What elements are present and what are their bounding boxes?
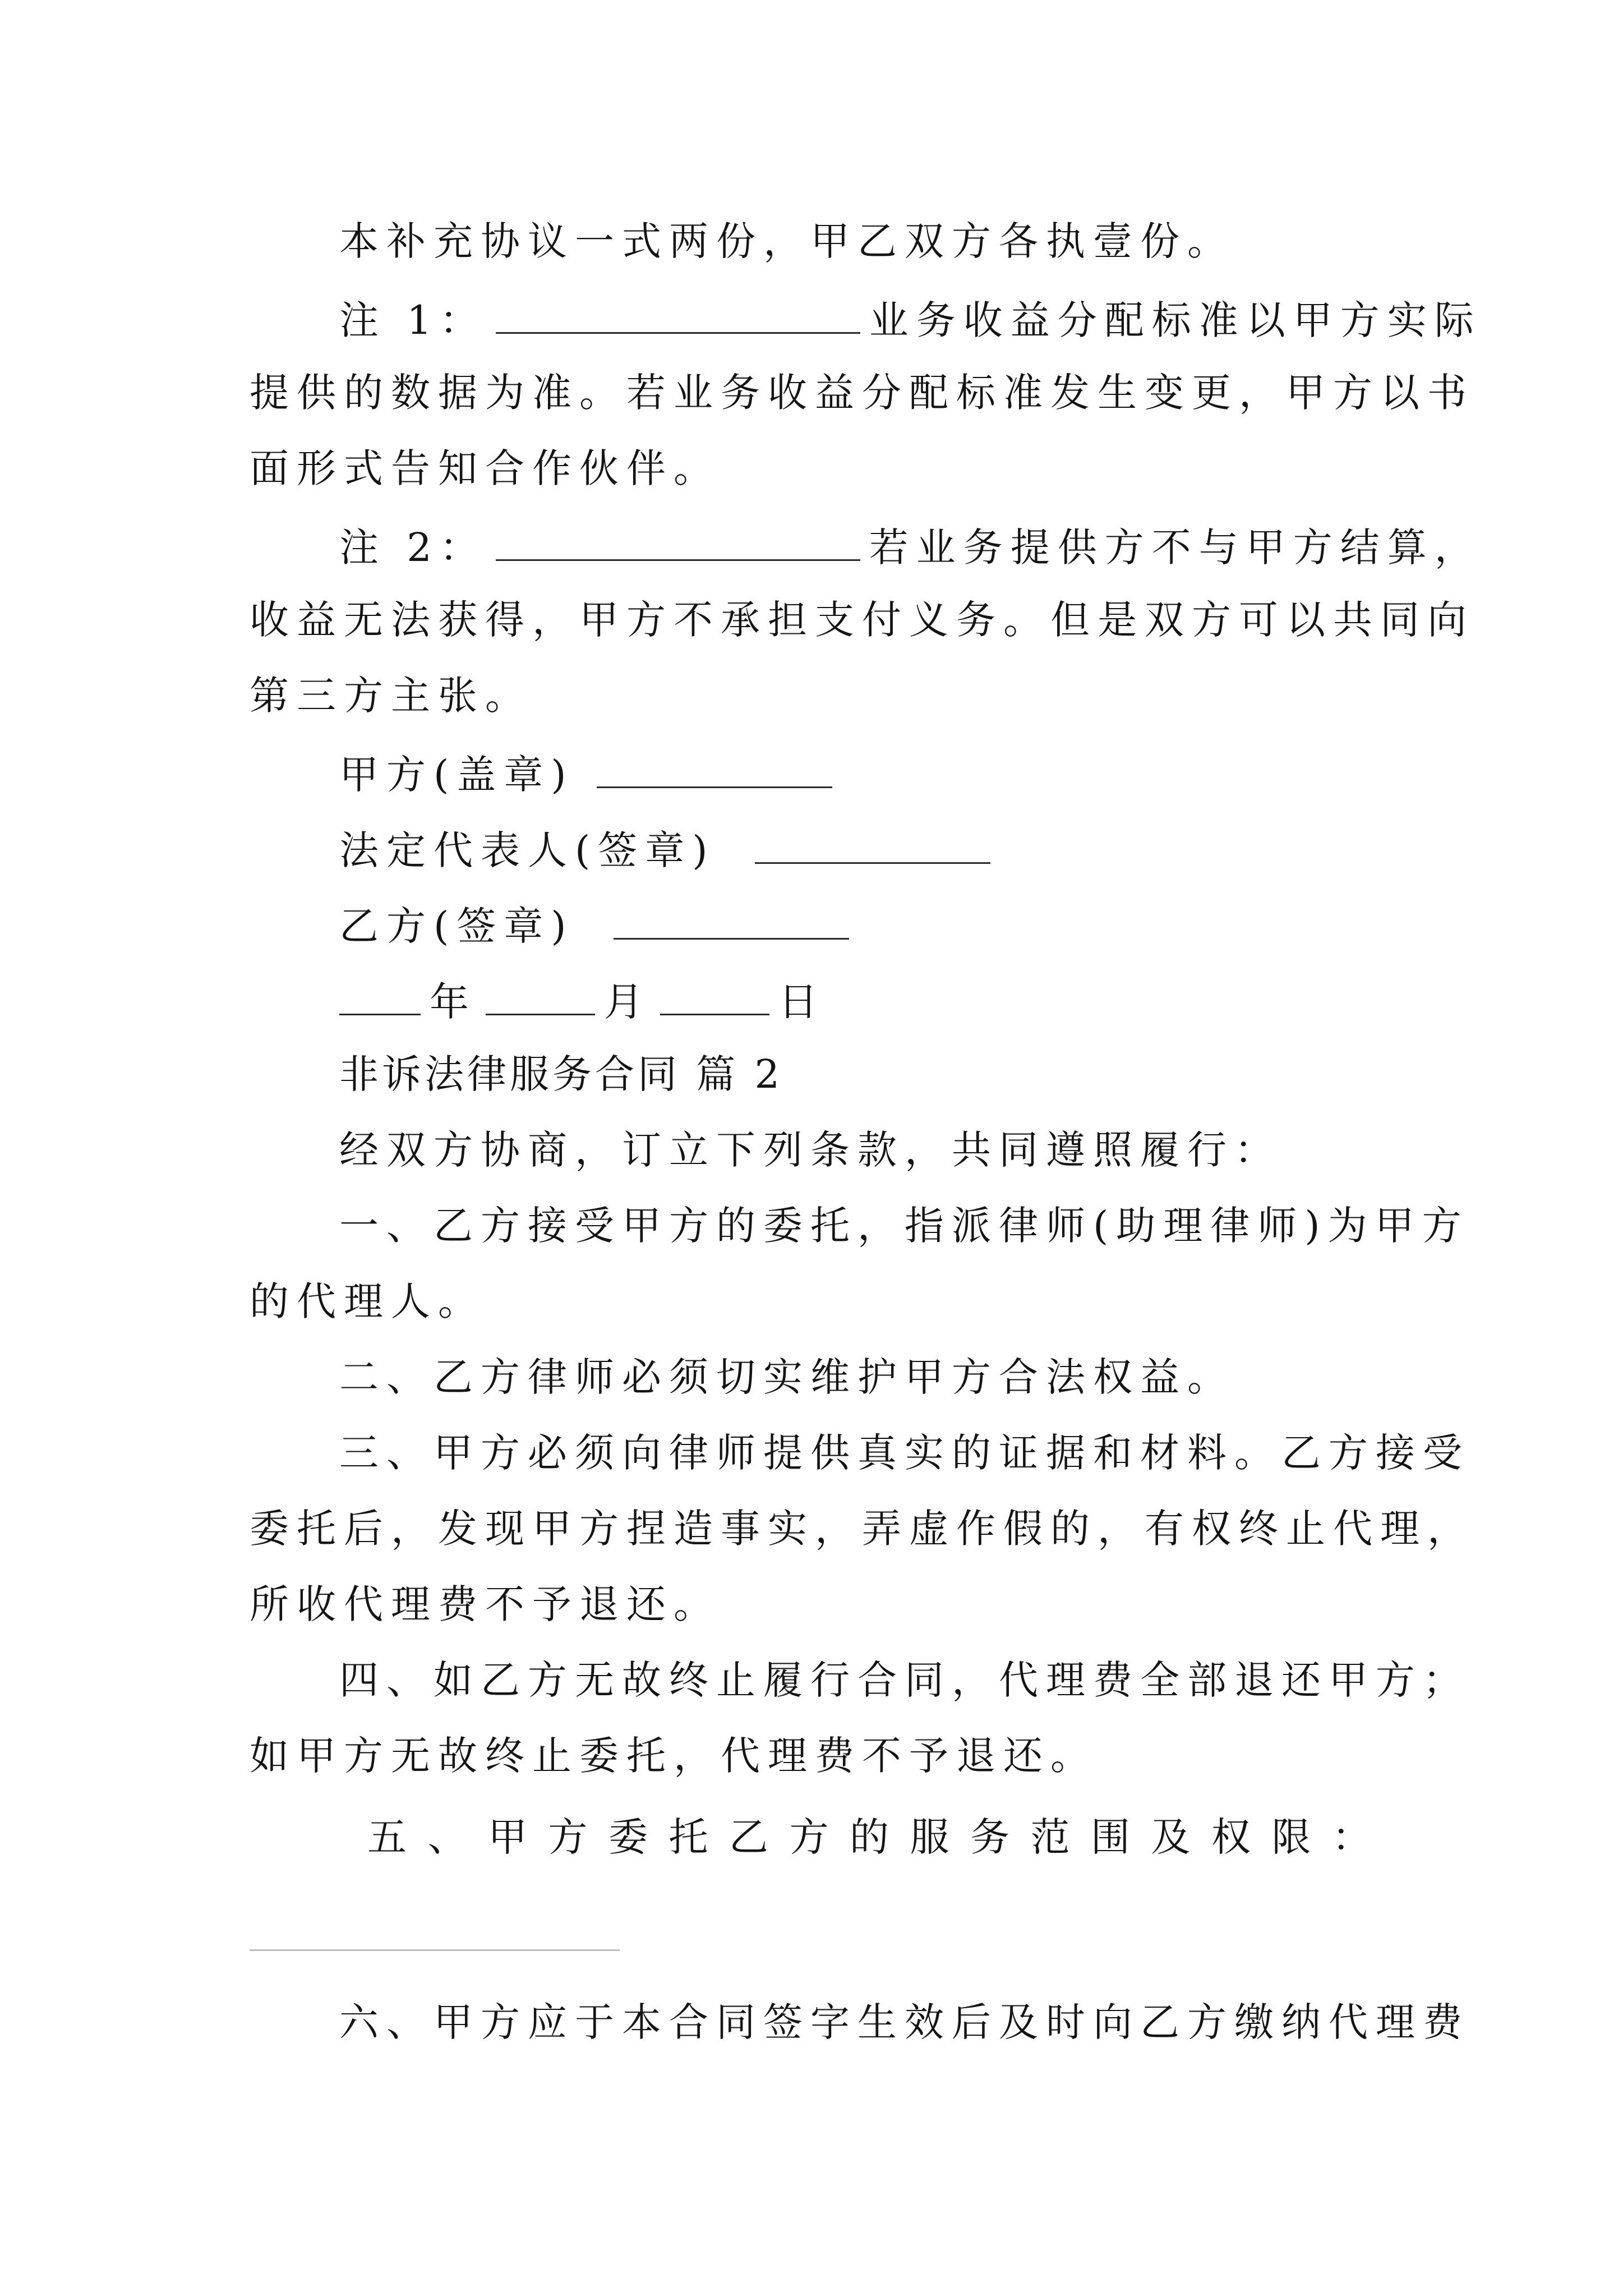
note-1-line <box>339 297 1482 343</box>
note-1-continuation: 提供的数据为准。若业务收益分配标准发生变更，甲方以书 <box>250 370 1474 416</box>
clause-5-char: 围 <box>1091 1814 1130 1860</box>
clause-5-char: 范 <box>1030 1814 1070 1860</box>
month-blank <box>486 979 595 1015</box>
clause-2: 二、乙方律师必须切实维护甲方合法权益。 <box>339 1354 1234 1400</box>
clause-5-char: 权 <box>1211 1814 1251 1860</box>
legal-rep-blank <box>755 827 990 864</box>
party-b-sign-blank <box>614 903 849 940</box>
year-label: 年 <box>430 979 477 1025</box>
clause-5-char: ： <box>1332 1814 1371 1860</box>
clause-4: 四、如乙方无故终止履行合同，代理费全部退还甲方； <box>339 1657 1470 1703</box>
clause-5-char: 委 <box>608 1814 648 1860</box>
footnote-divider <box>250 1949 620 1951</box>
clause-5-char: 及 <box>1151 1814 1191 1860</box>
clause-5-char: 服 <box>910 1814 949 1860</box>
day-label: 日 <box>778 979 826 1025</box>
clause-4-continuation: 如甲方无故终止委托，代理费不予退还。 <box>250 1733 1098 1779</box>
clause-1: 一、乙方接受甲方的委托，指派律师(助理律师)为甲方 <box>339 1203 1469 1249</box>
clause-5-char: 乙 <box>729 1814 768 1860</box>
clause-5-char: 五 <box>367 1814 407 1860</box>
note-2-line <box>339 524 1482 570</box>
clause-3: 三、甲方必须向律师提供真实的证据和材料。乙方接受 <box>339 1430 1470 1476</box>
clause-5-char: 方 <box>548 1814 588 1860</box>
date-line <box>339 979 826 1025</box>
note-1-continuation-2: 面形式告知合作伙伴。 <box>250 445 721 491</box>
day-blank <box>660 979 769 1015</box>
note-2-label: 注 2： <box>339 524 487 570</box>
party-b-sign-line <box>339 903 858 949</box>
clause-5-char: 、 <box>427 1814 467 1860</box>
section-title: 非诉法律服务合同 篇 2 <box>339 1051 783 1097</box>
note-1-label: 注 1： <box>339 297 487 343</box>
clause-5-char: 甲 <box>488 1814 527 1860</box>
note-2-text: 若业务提供方不与甲方结算， <box>869 524 1482 570</box>
note-2-blank <box>496 524 860 561</box>
clause-5-char: 务 <box>970 1814 1009 1860</box>
party-a-seal-blank <box>597 752 832 788</box>
paragraph-intro: 经双方协商，订立下列条款，共同遵照履行： <box>339 1127 1281 1173</box>
clause-5-heading <box>367 1814 1371 1860</box>
clause-6: 六、甲方应于本合同签字生效后及时向乙方缴纳代理费 <box>339 1999 1470 2045</box>
note-2-continuation-2: 第三方主张。 <box>250 673 532 719</box>
paragraph-copies: 本补充协议一式两份，甲乙双方各执壹份。 <box>339 218 1234 264</box>
legal-rep-label: 法定代表人(签章) <box>339 827 716 873</box>
month-label: 月 <box>604 979 651 1025</box>
legal-rep-line <box>339 827 999 873</box>
clause-5-char: 的 <box>850 1814 889 1860</box>
party-a-seal-line <box>339 752 841 798</box>
year-blank <box>339 979 421 1015</box>
note-1-blank <box>496 297 860 334</box>
clause-3-continuation: 委托后，发现甲方捏造事实，弄虚作假的，有权终止代理， <box>250 1506 1474 1552</box>
clause-5-char: 方 <box>789 1814 829 1860</box>
note-1-text: 业务收益分配标准以甲方实际 <box>869 297 1482 343</box>
note-2-continuation: 收益无法获得，甲方不承担支付义务。但是双方可以共同向 <box>250 597 1474 643</box>
clause-5-char: 限 <box>1271 1814 1311 1860</box>
party-b-sign-label: 乙方(签章) <box>339 903 574 949</box>
clause-3-continuation-2: 所收代理费不予退还。 <box>250 1581 721 1627</box>
clause-5-char: 托 <box>668 1814 708 1860</box>
party-a-seal-label: 甲方(盖章) <box>339 752 574 798</box>
clause-1-continuation: 的代理人。 <box>250 1278 485 1324</box>
